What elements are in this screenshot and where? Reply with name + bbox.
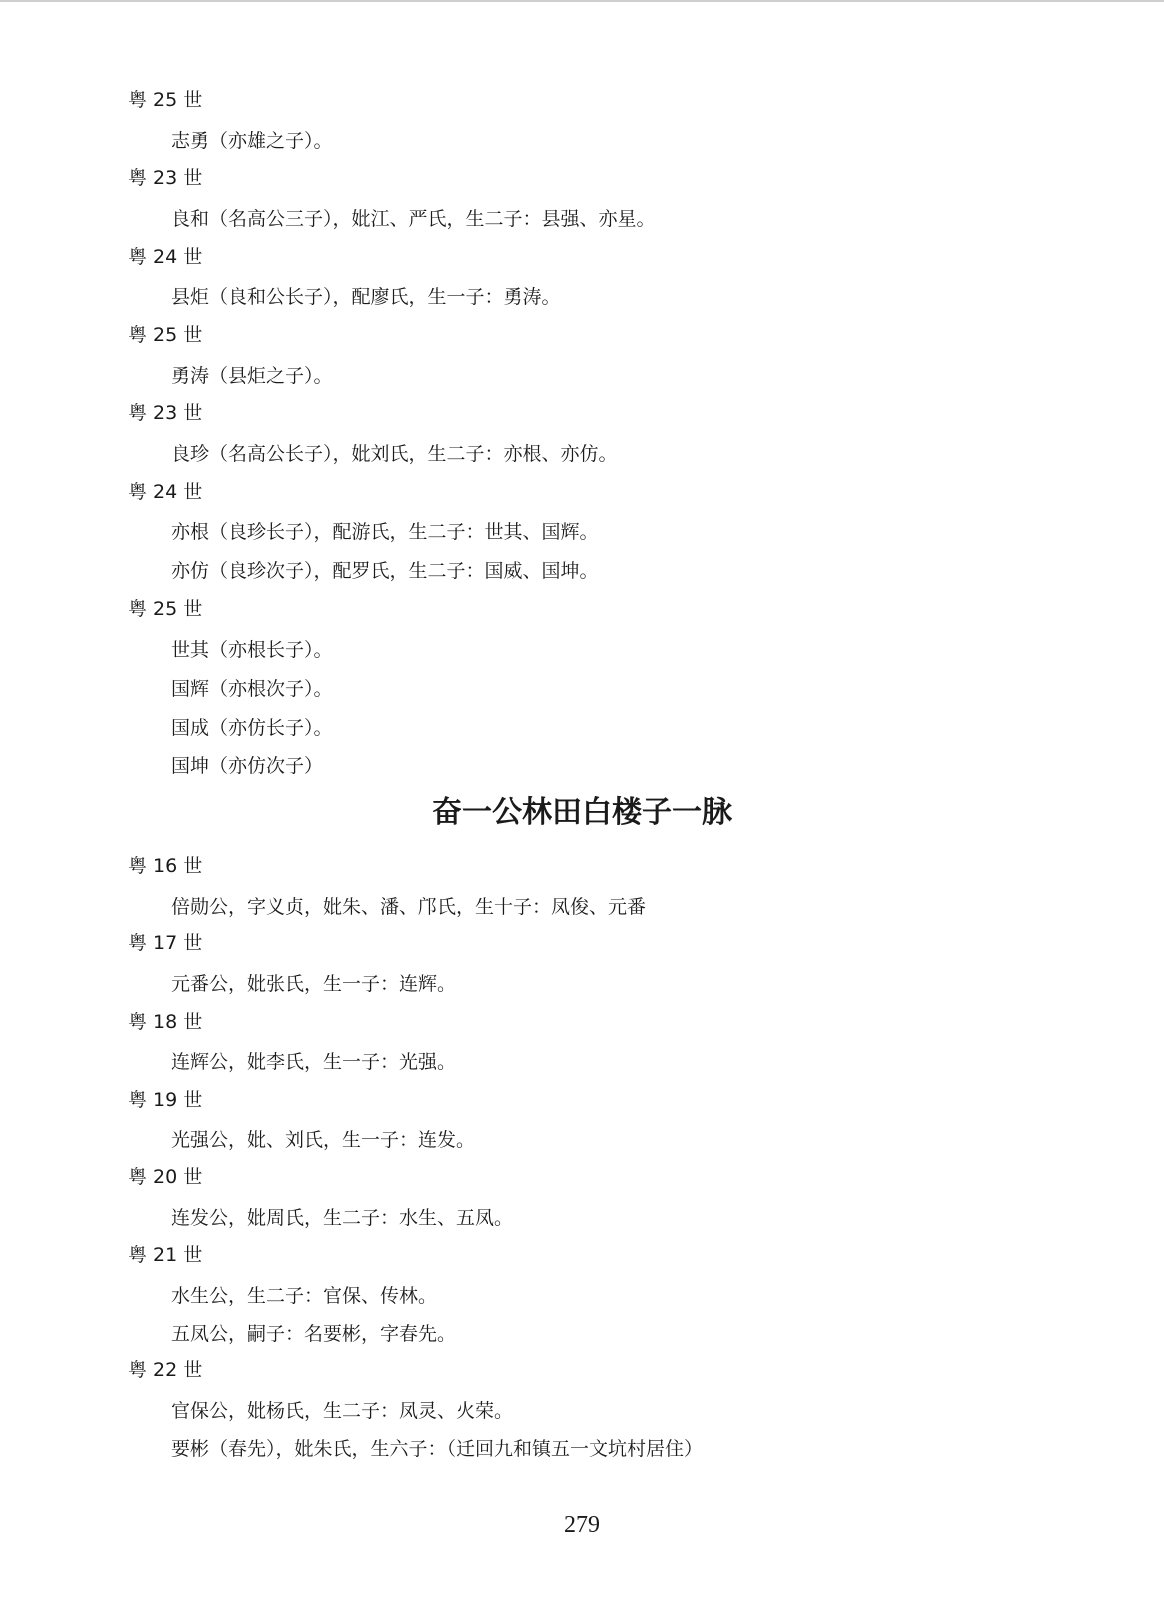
- lineage-entry: 良和（名高公三子），妣江、严氏，生二子：县强、亦星。: [171, 208, 656, 230]
- lineage-entry: 县炬（良和公长子），配廖氏，生一子：勇涛。: [171, 286, 561, 308]
- generation-label: 粤 21 世: [128, 1244, 203, 1266]
- generation-label: 粤 22 世: [128, 1359, 203, 1381]
- lineage-entry: 志勇（亦雄之子）。: [171, 130, 333, 152]
- generation-label: 粤 19 世: [128, 1089, 203, 1111]
- generation-label: 粤 25 世: [128, 89, 203, 111]
- lineage-entry: 国坤（亦仿次子）: [171, 755, 324, 777]
- lineage-entry: 国成（亦仿长子）。: [171, 717, 333, 739]
- generation-label: 粤 24 世: [128, 246, 203, 268]
- generation-label: 粤 23 世: [128, 167, 203, 189]
- generation-label: 粤 24 世: [128, 481, 203, 503]
- generation-label: 粤 25 世: [128, 324, 203, 346]
- lineage-entry: 连发公，妣周氏，生二子：水生、五凤。: [171, 1207, 514, 1229]
- lineage-entry: 世其（亦根长子）。: [171, 639, 333, 661]
- lineage-entry: 水生公，生二子：官保、传林。: [171, 1285, 438, 1307]
- generation-label: 粤 23 世: [128, 402, 203, 424]
- page-number: 279: [564, 1512, 600, 1538]
- lineage-entry: 国辉（亦根次子）。: [171, 678, 333, 700]
- lineage-entry: 亦仿（良珍次子），配罗氏，生二子：国威、国坤。: [171, 560, 599, 582]
- lineage-entry: 倍勋公，字义贞，妣朱、潘、邝氏，生十子：凤俊、元番: [171, 896, 647, 918]
- lineage-entry: 官保公，妣杨氏，生二子：凤灵、火荣。: [171, 1400, 514, 1422]
- section-heading: 奋一公林田白楼子一脉: [432, 795, 732, 830]
- generation-label: 粤 25 世: [128, 598, 203, 620]
- lineage-entry: 连辉公，妣李氏，生一子：光强。: [171, 1051, 457, 1073]
- generation-label: 粤 17 世: [128, 932, 203, 954]
- lineage-entry: 亦根（良珍长子），配游氏，生二子：世其、国辉。: [171, 521, 599, 543]
- generation-label: 粤 20 世: [128, 1166, 203, 1188]
- lineage-entry: 五凤公，嗣子：名要彬，字春先。: [171, 1323, 457, 1345]
- lineage-entry: 勇涛（县炬之子）。: [171, 365, 333, 387]
- lineage-entry: 元番公，妣张氏，生一子：连辉。: [171, 973, 457, 995]
- generation-label: 粤 18 世: [128, 1011, 203, 1033]
- generation-label: 粤 16 世: [128, 855, 203, 877]
- lineage-entry: 光强公，妣、刘氏，生一子：连发。: [171, 1129, 476, 1151]
- lineage-entry: 要彬（春先），妣朱氏，生六子：（迁回九和镇五一文坑村居住）: [171, 1438, 704, 1460]
- lineage-entry: 良珍（名高公长子），妣刘氏，生二子：亦根、亦仿。: [171, 443, 618, 465]
